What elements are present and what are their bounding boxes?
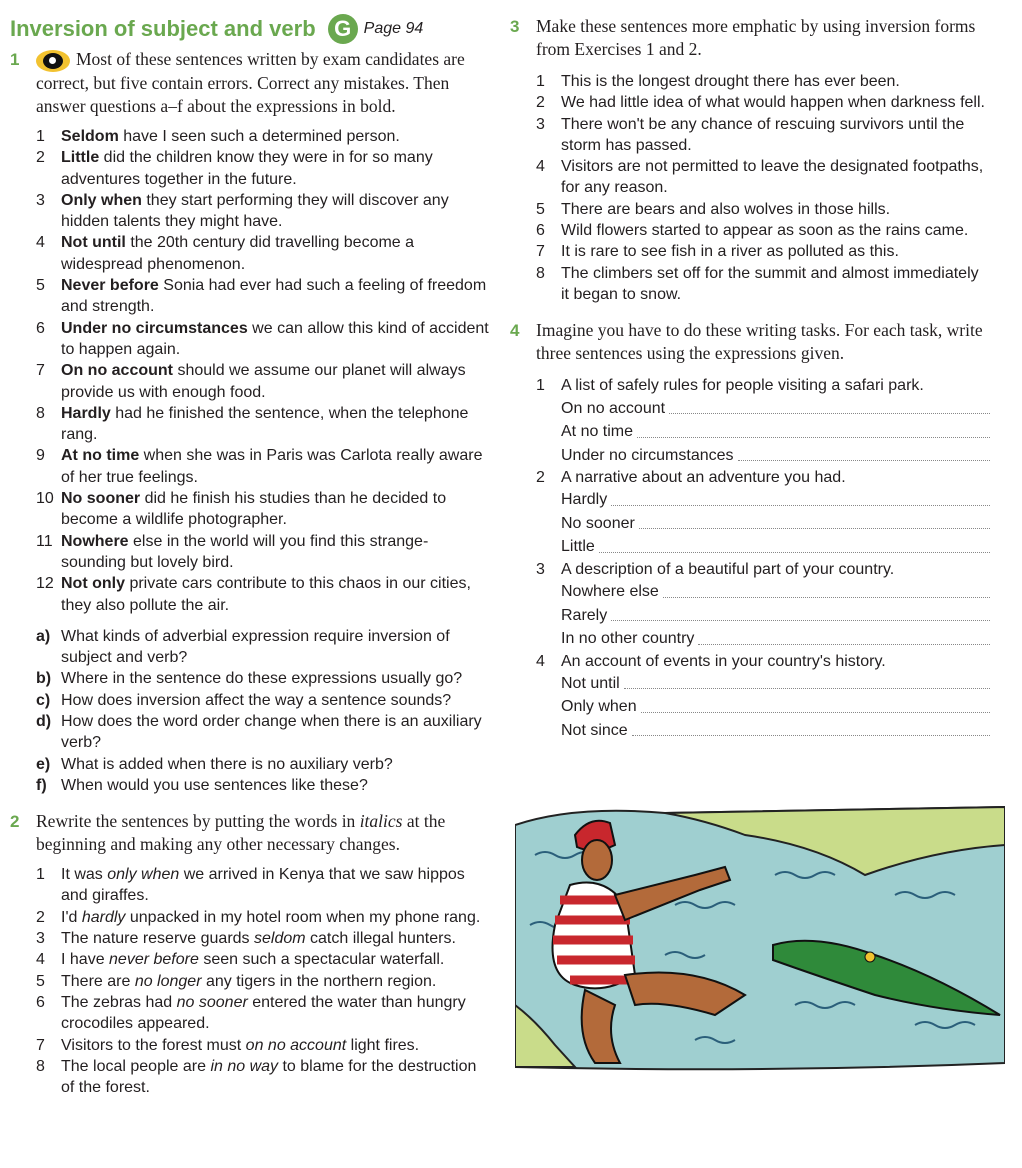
question-item (36, 668, 490, 689)
writing-prompt (561, 397, 990, 421)
sentence-text: The nature reserve guards (61, 930, 254, 948)
bold-expression: On no account (61, 362, 173, 380)
bold-expression: Never before (61, 277, 159, 295)
italic-expression: only when (107, 866, 180, 884)
italic-expression: no longer (134, 972, 202, 990)
right-column (510, 0, 990, 742)
item-number: 9 (36, 447, 45, 465)
item-number: 6 (36, 319, 45, 337)
list-item (36, 190, 490, 233)
item-number: 6 (36, 993, 45, 1011)
list-item (536, 71, 990, 92)
answer-line[interactable] (639, 512, 990, 530)
writing-prompt (561, 535, 990, 559)
writing-prompt (561, 719, 990, 743)
answer-line[interactable] (698, 627, 990, 645)
item-text (61, 403, 490, 446)
sentence-rest: had he finished the sentence, when the telephone rang. (61, 404, 469, 444)
list-item (536, 375, 990, 396)
sentence-text: any tigers in the northern region. (201, 972, 437, 990)
item-text: Visitors are not permitted to leave the designated footpaths, for any reason. (561, 158, 984, 197)
sentence-text: The zebras had (61, 993, 177, 1011)
item-text (61, 992, 490, 1035)
writing-prompt (561, 444, 990, 468)
exercise-number: 1 (10, 50, 20, 69)
list-item (36, 1035, 490, 1056)
writing-prompt (561, 672, 990, 696)
sentence-text: unpacked in my hotel room when my phone rang. (125, 908, 481, 926)
list-item (536, 241, 990, 262)
item-text: A list of safely rules for people visiting a safari park. (561, 377, 924, 395)
question-label: f) (36, 776, 47, 794)
writing-prompt (561, 627, 990, 651)
sentence-text: There are (61, 972, 135, 990)
question-label: c) (36, 691, 51, 709)
italic-expression: never before (109, 951, 199, 969)
item-number: 4 (36, 951, 45, 969)
question-item (36, 626, 490, 669)
sentence-rest: Sonia had ever had such a feeling of freedom and strength. (61, 277, 487, 316)
item-text (61, 190, 490, 233)
item-text (61, 232, 490, 275)
question-label: d) (36, 713, 52, 730)
item-number: 4 (536, 158, 545, 176)
exercise-number: 3 (510, 17, 520, 36)
list-item (536, 263, 990, 306)
item-text (61, 907, 480, 928)
item-text: A narrative about an adventure you had. (561, 469, 846, 487)
bold-expression: At no time (61, 447, 140, 465)
exercise-4-heading (510, 319, 990, 365)
question-item (36, 754, 490, 775)
prompt-text: Rarely (561, 606, 608, 624)
item-number: 6 (536, 222, 545, 240)
prompt-text: At no time (561, 423, 634, 441)
list-item (536, 156, 990, 199)
question-item (36, 711, 490, 754)
sentence-text: The local people are (61, 1057, 211, 1075)
list-item (536, 467, 990, 488)
question-label: b) (36, 670, 52, 688)
writing-prompt (561, 580, 990, 604)
exercise-instruction: Imagine you have to do these writing tasks. For each task, write three sentences using the expressions given. (536, 320, 983, 364)
sentence-text: Visitors to the forest must (61, 1036, 246, 1054)
sentence-rest: did the children know they were in for so many adventures together in the future. (61, 149, 433, 188)
section-title (10, 14, 490, 44)
question-item (36, 775, 490, 796)
item-number: 8 (36, 1057, 45, 1075)
exercise-3-sentences (536, 71, 990, 305)
item-text (61, 864, 490, 907)
item-text: Wild flowers started to appear as soon as the rains came. (561, 222, 969, 240)
bold-expression: No sooner (61, 490, 141, 508)
item-number: 5 (36, 277, 45, 295)
bold-expression: Only when (61, 191, 142, 209)
answer-line[interactable] (599, 535, 990, 553)
prompt-text: Little (561, 538, 595, 556)
sentence-rest: when she was in Paris was Carlota really aware of her true feelings. (61, 447, 483, 486)
item-text: The climbers set off for the summit and almost immediately it began to snow. (561, 264, 979, 303)
prompt-text: In no other country (561, 630, 695, 648)
question-text: What kinds of adverbial expression require inversion of subject and verb? (61, 627, 450, 667)
item-number: 5 (36, 972, 45, 990)
sentence-rest: else in the world will you find this strange-sounding but lovely bird. (61, 532, 429, 571)
item-text (61, 126, 400, 147)
sentence-text: entered the water than hungry crocodiles appeared. (61, 993, 466, 1033)
prompt-text: Hardly (561, 491, 608, 509)
exercise-1-sentences (36, 126, 490, 616)
item-number: 3 (536, 115, 545, 133)
sentence-text: I'd (61, 908, 82, 926)
answer-line[interactable] (611, 604, 990, 622)
writing-prompt (561, 695, 990, 719)
italic-expression: seldom (254, 930, 306, 948)
list-item (36, 949, 490, 970)
question-text: When would you use sentences like these? (61, 776, 368, 794)
item-text: There are bears and also wolves in those hills. (561, 200, 891, 218)
prompt-text: Only when (561, 698, 637, 716)
answer-line[interactable] (611, 488, 990, 506)
answer-line[interactable] (663, 580, 990, 598)
list-item (36, 232, 490, 275)
answer-line[interactable] (632, 719, 990, 737)
prompt-text: On no account (561, 399, 666, 417)
sentence-text: catch illegal hunters. (305, 930, 456, 948)
sentence-text: seen such a spectacular waterfall. (198, 951, 445, 969)
sentence-rest: should we assume our planet will always provide us with enough food. (61, 362, 466, 401)
exercise-4-tasks (536, 375, 990, 742)
item-text: We had little idea of what would happen when darkness fell. (561, 94, 985, 112)
sentence-text: It was (61, 866, 108, 884)
bold-expression: Not only (61, 575, 125, 593)
section-title-text: Inversion of subject and verb (10, 16, 316, 41)
question-label: a) (36, 627, 51, 645)
item-text (61, 360, 490, 403)
item-number: 11 (36, 532, 53, 550)
item-number: 3 (536, 560, 545, 578)
answer-line[interactable] (624, 672, 990, 690)
writing-prompt (561, 512, 990, 536)
prompt-text: No sooner (561, 514, 635, 532)
item-number: 4 (536, 652, 545, 670)
item-text: It is rare to see fish in a river as polluted as this. (561, 243, 899, 261)
list-item (36, 488, 490, 531)
exercise-instruction: Make these sentences more emphatic by using inversion forms from Exercises 1 and 2. (536, 16, 976, 59)
item-text (61, 949, 444, 970)
item-text (61, 971, 436, 992)
item-number: 1 (536, 377, 545, 395)
item-text (61, 531, 490, 574)
item-number: 2 (36, 908, 45, 926)
exercise-2-sentences (36, 864, 490, 1098)
exercise-number: 4 (510, 321, 520, 341)
item-text (61, 147, 490, 190)
item-text (61, 275, 490, 318)
sentence-rest: we can allow this kind of accident to happen again. (61, 319, 489, 358)
list-item (36, 531, 490, 574)
item-number: 7 (36, 1036, 45, 1054)
exercise-1-heading (10, 48, 490, 118)
item-number: 7 (36, 362, 45, 380)
item-number: 1 (536, 73, 545, 90)
list-item (36, 147, 490, 190)
writing-prompt (561, 604, 990, 628)
sentence-text: light fires. (346, 1036, 420, 1054)
item-text: A description of a beautiful part of your country. (561, 560, 895, 578)
item-text: An account of events in your country's history. (561, 652, 886, 670)
italic-expression: on no account (245, 1036, 347, 1054)
left-column (10, 0, 490, 1098)
prompt-text: Not since (561, 721, 628, 739)
sentence-text: we arrived in Kenya that we saw hippos and giraffes. (61, 866, 465, 905)
bold-expression: Nowhere (61, 532, 129, 550)
prompt-text: Under no circumstances (561, 446, 734, 464)
sentence-rest: they start performing they will discover any hidden talents they might have. (61, 191, 449, 231)
italic-expression: hardly (81, 908, 126, 926)
item-number: 12 (36, 575, 54, 593)
bold-expression: Not until (61, 234, 126, 252)
question-text: How does inversion affect the way a sentence sounds? (61, 691, 452, 709)
exercise-2-heading (10, 810, 490, 856)
bold-expression: Hardly (61, 404, 111, 422)
list-item (36, 907, 490, 928)
exercise-3-heading (510, 15, 990, 61)
sentence-text: to blame for the destruction of the forest. (61, 1057, 477, 1097)
instruction-italic: italics (359, 811, 403, 832)
list-item (536, 114, 990, 157)
writing-prompt (561, 420, 990, 444)
prompt-text: Nowhere else (561, 583, 659, 601)
writing-prompt (561, 488, 990, 512)
exercise-instruction: Most of these sentences written by exam candidates are correct, but five contain errors. Correct any mistakes. Then answer questions a–f about the expressions in bold. (36, 49, 465, 116)
item-number: 10 (36, 490, 54, 508)
item-number: 7 (536, 243, 545, 261)
sentence-rest: private cars contribute to this chaos in our cities, they also pollute the air. (61, 575, 471, 614)
man-and-crocodile-illustration (515, 805, 1005, 1073)
list-item (36, 360, 490, 403)
list-item (36, 573, 490, 616)
item-text (61, 445, 490, 488)
item-number: 2 (536, 94, 545, 112)
item-number: 1 (36, 127, 45, 145)
list-item (536, 559, 990, 580)
item-text (61, 1056, 490, 1099)
question-text: What is added when there is no auxiliary verb? (61, 755, 393, 773)
question-text: Where in the sentence do these expressions usually go? (61, 670, 463, 688)
sentence-rest: have I seen such a determined person. (118, 127, 400, 145)
italic-expression: no sooner (176, 993, 248, 1011)
prompt-text: Not until (561, 674, 620, 692)
item-number: 2 (36, 149, 45, 167)
list-item (36, 275, 490, 318)
item-text: This is the longest drought there has ever been. (561, 73, 900, 90)
question-item (36, 690, 490, 711)
list-item (536, 92, 990, 113)
list-item (36, 403, 490, 446)
item-text (61, 488, 490, 531)
list-item (36, 992, 490, 1035)
item-number: 3 (36, 930, 45, 948)
item-number: 2 (536, 469, 545, 487)
item-text: There won't be any chance of rescuing survivors until the storm has passed. (561, 115, 965, 154)
list-item (36, 318, 490, 361)
item-number: 4 (36, 234, 45, 252)
item-number: 5 (536, 200, 545, 218)
bold-expression: Little (61, 149, 100, 167)
answer-line[interactable] (641, 695, 990, 713)
question-label: e) (36, 755, 51, 773)
instruction-text: Rewrite the sentences by putting the words in (36, 811, 360, 832)
sentence-rest: did he finish his studies than he decided to become a wildlife photographer. (61, 490, 447, 529)
exam-eye-icon (36, 50, 70, 72)
item-number: 3 (36, 191, 45, 209)
item-text (61, 573, 490, 616)
list-item (536, 220, 990, 241)
bold-expression: Seldom (61, 127, 119, 145)
answer-line[interactable] (637, 420, 990, 438)
item-number: 1 (36, 866, 45, 884)
list-item (36, 126, 490, 147)
sentence-text: I have (61, 951, 110, 969)
list-item (36, 928, 490, 949)
item-text (61, 318, 490, 361)
italic-expression: in no way (210, 1057, 279, 1075)
item-number: 8 (36, 404, 45, 422)
answer-line[interactable] (669, 397, 990, 415)
exercise-number: 2 (10, 812, 20, 832)
instruction-text: at the beginning and making any other necessary changes. (36, 811, 446, 855)
grammar-page-ref: Page 94 (363, 20, 424, 37)
list-item (536, 199, 990, 220)
item-number: 8 (536, 264, 545, 282)
list-item (36, 445, 490, 488)
answer-line[interactable] (738, 444, 990, 462)
list-item (36, 1056, 490, 1099)
exercise-1-questions (36, 626, 490, 796)
grammar-reference-icon: G (328, 14, 358, 44)
question-text: How does the word order change when there is an auxiliary verb? (61, 713, 482, 752)
item-text (61, 928, 456, 949)
sentence-rest: the 20th century did travelling become a widespread phenomenon. (61, 234, 415, 273)
list-item (536, 651, 990, 672)
item-text (61, 1035, 419, 1056)
list-item (36, 971, 490, 992)
list-item (36, 864, 490, 907)
bold-expression: Under no circumstances (61, 319, 248, 337)
